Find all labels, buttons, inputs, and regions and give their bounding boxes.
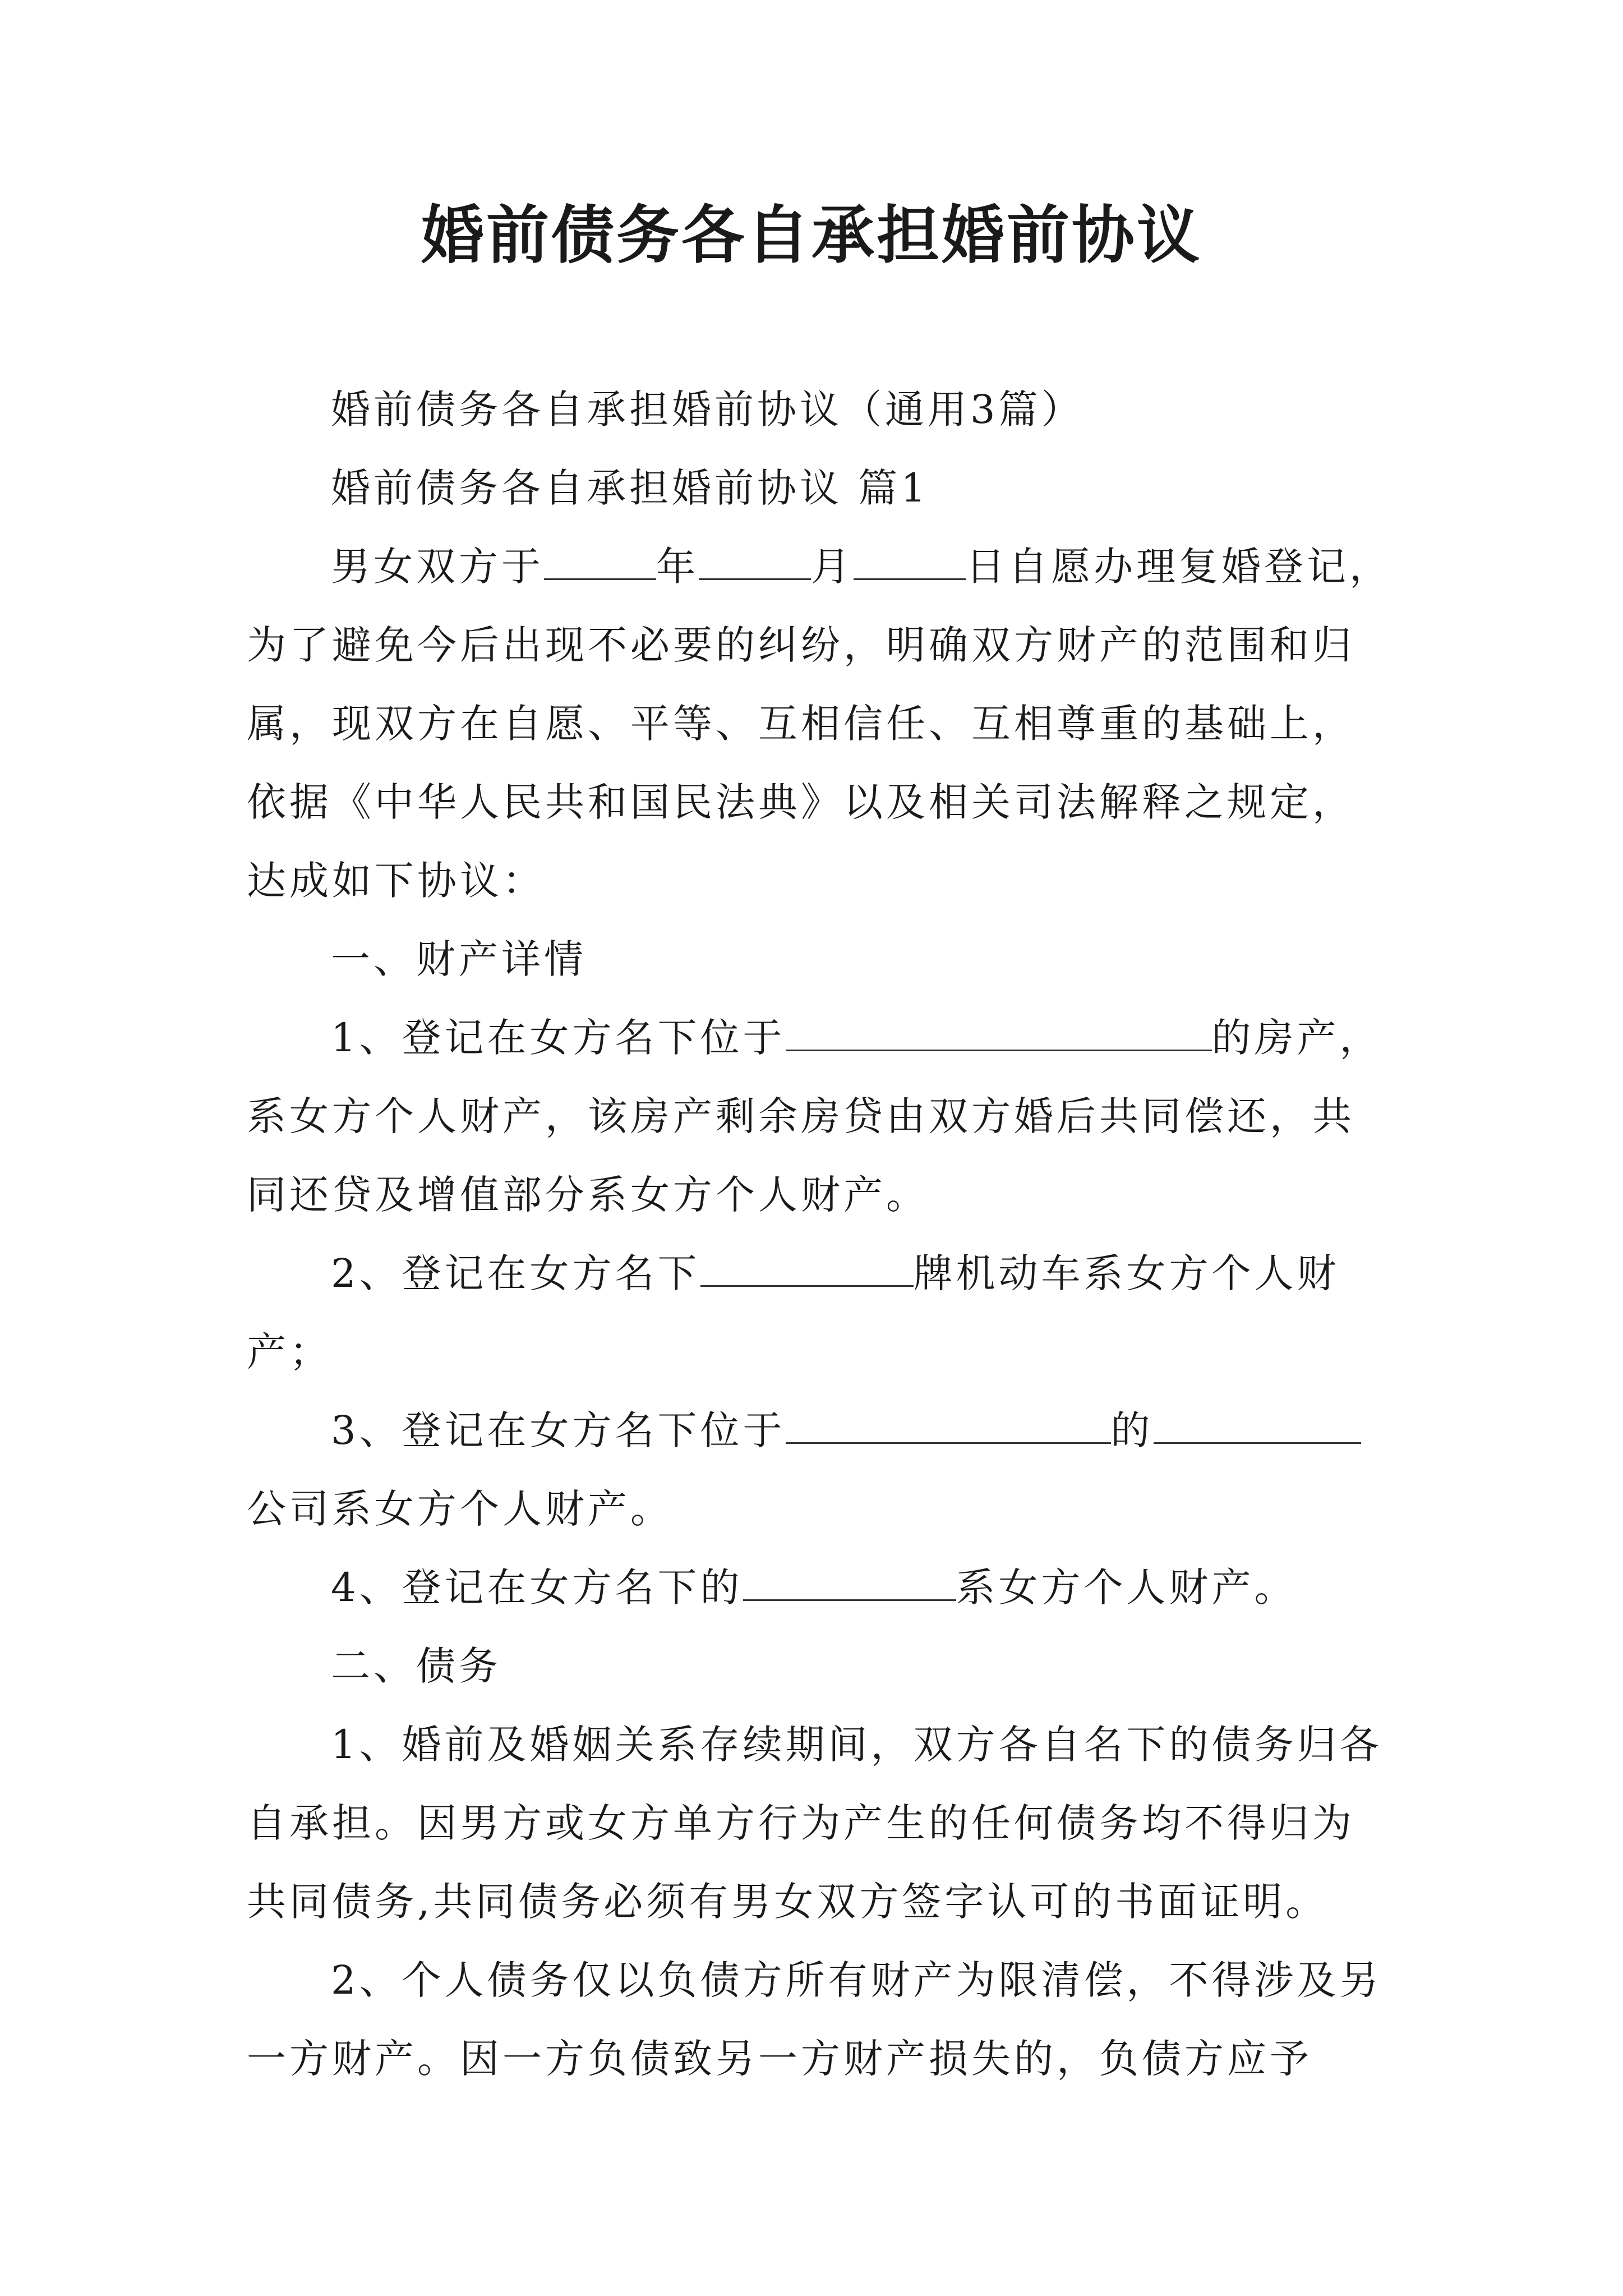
item3-text-2: 的 [1110,1407,1154,1453]
debt1-paragraph: 1、婚前及婚姻关系存续期间，双方各自名下的债务归各自承担。因男方或女方单方行为产生的任何债务均不得归为共同债务,共同债务必须有男女双方签字认可的书面证明。 [247,1722,1382,1925]
item2-text-1: 2、登记在女方名下 [331,1250,700,1296]
item2-paragraph [247,1234,1396,1391]
blank-year-field [544,541,656,581]
item2-text-2: 牌机动车系女方个人财产； [247,1250,1340,1375]
item3-paragraph [247,1391,1396,1548]
item1-text-1: 1、登记在女方名下位于 [331,1015,786,1061]
intro-text-2: 年 [656,544,699,590]
intro-text-1: 男女双方于 [331,544,544,590]
debt2-paragraph: 2、个人债务仅以负债方所有财产为限清偿，不得涉及另一方财产。因一方负债致另一方财产损失的，负债方应予 [247,1957,1382,2082]
item4-text-2: 系女方个人财产。 [956,1565,1297,1611]
part-heading: 婚前债务各自承担婚前协议 篇1 [331,465,929,511]
blank-property-location [786,1013,1212,1052]
section2-heading: 二、债务 [331,1643,501,1689]
item3-text-3: 公司系女方个人财产。 [247,1486,673,1532]
item3-text-1: 3、登记在女方名下位于 [331,1407,786,1453]
document-subtitle: 婚前债务各自承担婚前协议（通用3篇） [331,386,1084,432]
intro-text-4: 日自愿办理复婚登记，为了避免今后出现不必要的纠纷，明确双方财产的范围和归属，现双方在自愿、平等、互相信任、互相尊重的基础上，依据《中华人民共和国民法典》以及相关司法解释之规定，达成如下协议： [247,544,1392,904]
item4-text-1: 4、登记在女方名下的 [331,1565,743,1611]
section1-heading: 一、财产详情 [331,936,587,982]
document-title: 婚前债务各自承担婚前协议 [421,199,1202,272]
blank-vehicle-plate [700,1248,914,1287]
blank-day-field [854,541,966,581]
blank-company-name [1154,1405,1361,1444]
document-body [247,370,1396,2098]
item1-paragraph [247,999,1396,1234]
intro-text-3: 月 [811,544,854,590]
item4-paragraph [247,1548,1396,1627]
blank-company-location [786,1405,1111,1444]
blank-month-field [699,541,811,581]
item1-text-2: 的房产，系女方个人财产，该房产剩余房贷由双方婚后共同偿还，共同还贷及增值部分系女方个人财产。 [247,1015,1382,1218]
blank-asset-name [743,1562,956,1602]
intro-paragraph [247,527,1396,920]
